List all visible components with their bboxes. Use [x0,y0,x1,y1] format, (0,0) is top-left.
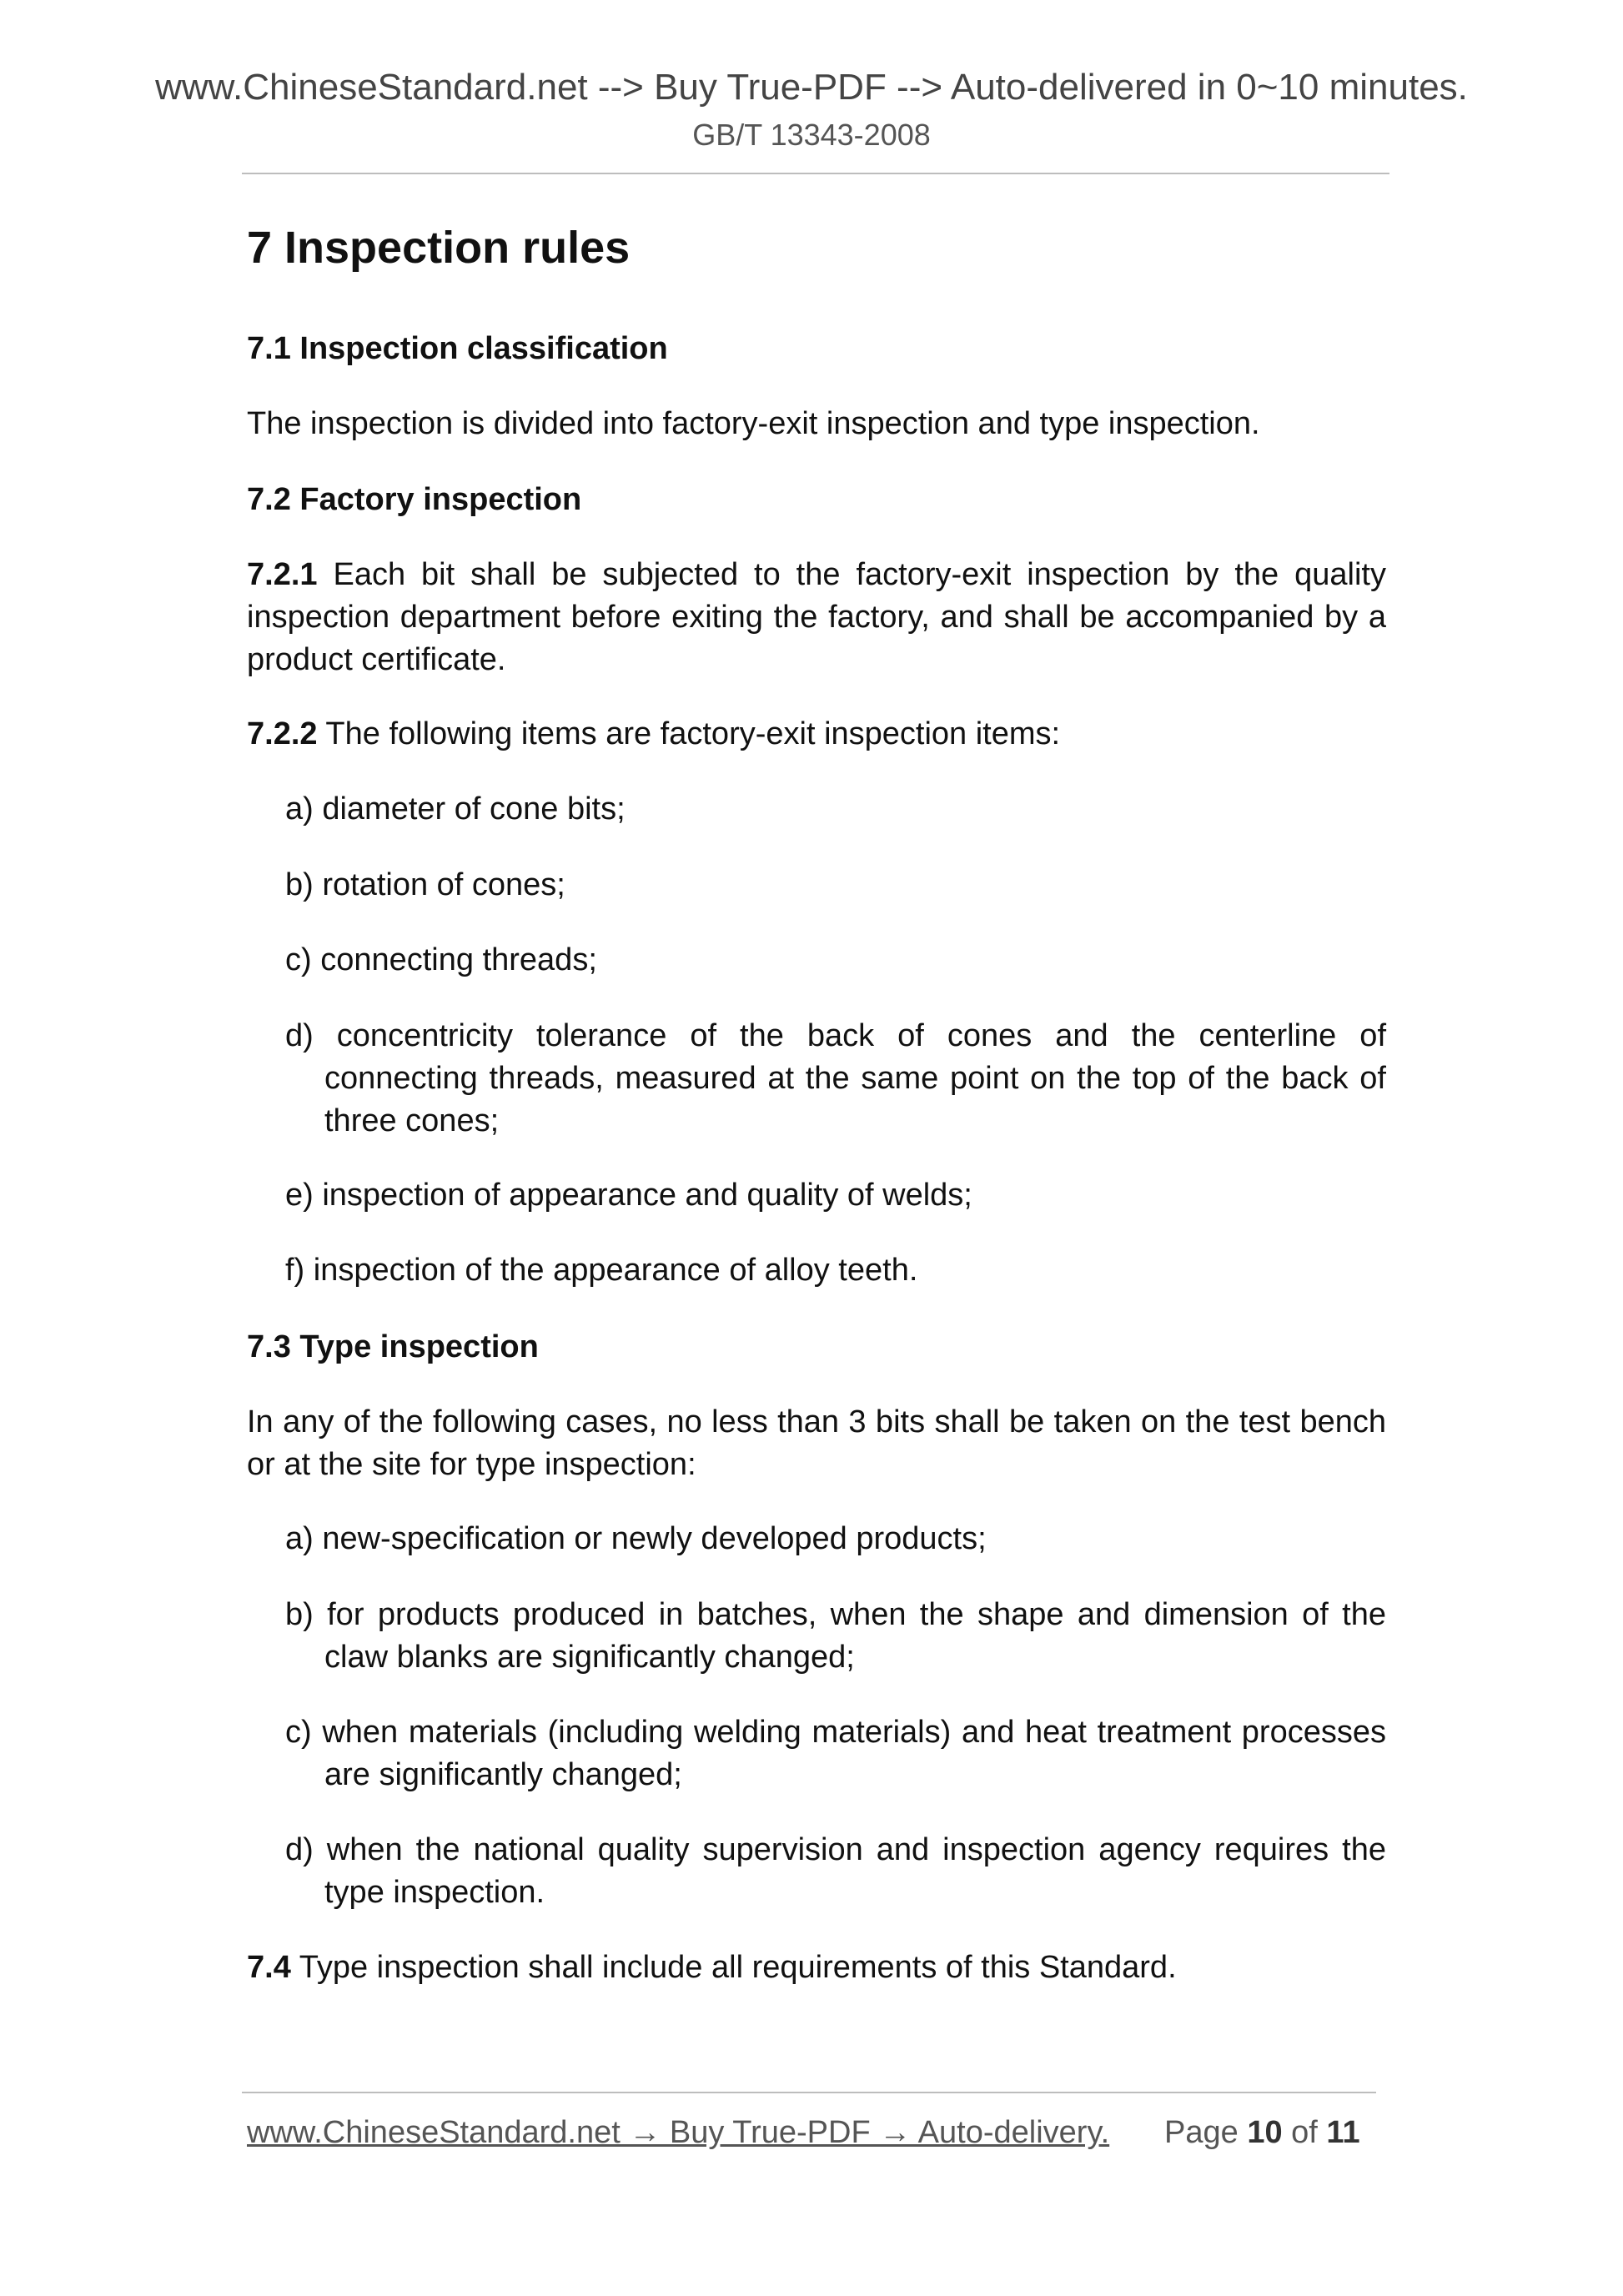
page-of: of [1282,2115,1327,2150]
list-item: f) inspection of the appearance of alloy teeth. [285,1253,918,1288]
heading-7-1: 7.1 Inspection classification [247,331,668,366]
header-banner: www.ChineseStandard.net --> Buy True-PDF --> Auto-delivered in 0~10 minutes. [155,67,1468,108]
paragraph-7-3: In any of the following cases, no less than 3 bits shall be taken on the test bench or at the site for type inspection: [247,1404,1386,1482]
list-item: c) when materials (including welding materials) and heat treatment processes are significantly changed; [285,1715,1386,1792]
clause-number: 7.4 [247,1950,291,1985]
heading-7-2: 7.2 Factory inspection [247,482,582,517]
standard-code: GB/T 13343-2008 [692,118,931,152]
list-item: a) new-specification or newly developed products; [285,1521,987,1556]
clause-text: The following items are factory-exit inspection items: [317,716,1061,751]
list-item: c) connecting threads; [285,942,597,977]
paragraph-7-1: The inspection is divided into factory-exit inspection and type inspection. [247,406,1260,441]
list-item: d) concentricity tolerance of the back of cones and the centerline of connecting threads, measured at the same point on the top of the back of three cones; [285,1018,1386,1138]
paragraph-7-4 [247,1947,1386,1989]
section-title: 7 Inspection rules [247,223,631,273]
footer-divider [242,2092,1376,2093]
header-divider [242,173,1389,174]
list-item: a) diameter of cone bits; [285,791,626,826]
clause-number: 7.2.1 [247,557,318,592]
list-item: b) for products produced in batches, when the shape and dimension of the claw blanks are significantly changed; [285,1597,1386,1675]
page-label: Page [1164,2115,1248,2150]
footer-link[interactable]: www.ChineseStandard.net → Buy True-PDF → Auto-delivery. [247,2115,1110,2150]
paragraph-7-2-2 [247,713,1386,756]
clause-text: Type inspection shall include all requirements of this Standard. [290,1950,1177,1985]
total-pages: 11 [1326,2115,1360,2150]
current-page: 10 [1247,2115,1283,2150]
clause-number: 7.2.2 [247,716,318,751]
list-item: d) when the national quality supervision and inspection agency requires the type inspection. [285,1832,1386,1910]
clause-text: Each bit shall be subjected to the factory-exit inspection by the quality inspection department before exiting the factory, and shall be accompanied by a product certificate. [247,557,1386,677]
list-item: b) rotation of cones; [285,867,565,902]
list-item: e) inspection of appearance and quality of welds; [285,1178,972,1213]
page-number [1164,2112,1360,2153]
heading-7-3: 7.3 Type inspection [247,1329,539,1364]
paragraph-7-2-1 [247,554,1386,681]
